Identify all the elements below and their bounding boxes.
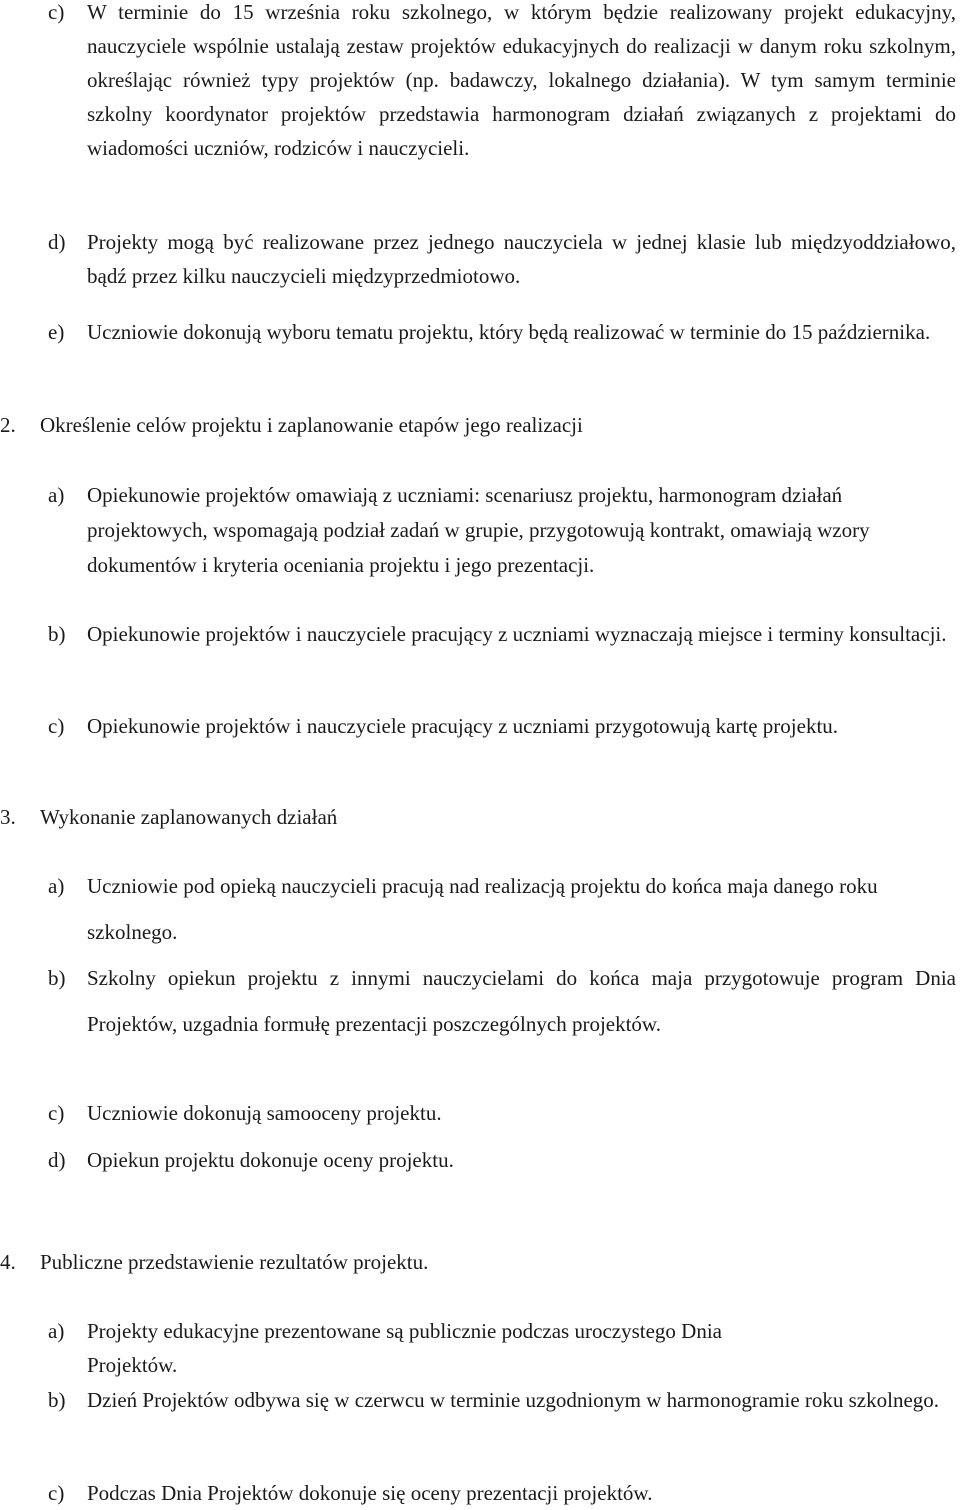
list-item-2b (48, 617, 956, 652)
list-marker: b) (48, 966, 66, 990)
list-item-text: Dzień Projektów odbywa się w czerwcu w terminie uzgodnionym w harmonogramie roku szkolnego. (87, 1388, 940, 1412)
section-number: 3. (0, 805, 16, 829)
list-marker: c) (48, 1101, 65, 1125)
list-item-text: Opiekunowie projektów i nauczyciele pracujący z uczniami wyznaczają miejsce i terminy konsultacji. (87, 622, 947, 646)
list-marker: c) (48, 714, 65, 738)
list-item-1c (48, 0, 956, 165)
section-title: Określenie celów projektu i zaplanowanie etapów jego realizacji (40, 413, 583, 437)
section-number: 2. (0, 413, 16, 437)
list-marker: e) (48, 320, 65, 344)
section-heading-4 (0, 1245, 940, 1279)
list-item-text: Uczniowie pod opieką nauczycieli pracują nad realizacją projektu do końca maja danego roku szkolnego. (87, 874, 878, 944)
list-item-text: Uczniowie dokonują wyboru tematu projektu, który będą realizować w terminie do 15 października. (87, 320, 931, 344)
list-item-text: Opiekun projektu dokonuje oceny projektu. (87, 1148, 454, 1172)
list-item-text: Podczas Dnia Projektów dokonuje się oceny prezentacji projektów. (87, 1481, 653, 1505)
list-item-text: Projekty mogą być realizowane przez jednego nauczyciela w jednej klasie lub międzyoddziałowo, bądź przez kilku nauczycieli międzyprzedmiotowo. (87, 230, 956, 288)
list-item-2a (48, 478, 948, 583)
list-item-text: Szkolny opiekun projektu z innymi nauczycielami do końca maja przygotowuje program Dnia Projektów, uzgadnia formułę prezentacji poszczególnych projektów. (87, 966, 956, 1036)
list-item-4c (48, 1476, 956, 1510)
list-marker: d) (48, 230, 66, 254)
section-heading-3 (0, 800, 940, 834)
section-heading-2 (0, 408, 940, 442)
list-item-3a (48, 863, 948, 955)
list-item-text: Opiekunowie projektów i nauczyciele pracujący z uczniami przygotowują kartę projektu. (87, 714, 839, 738)
list-marker: c) (48, 0, 65, 24)
list-item-text: Opiekunowie projektów omawiają z uczniami: scenariusz projektu, harmonogram działań projektowych, wspomagają podział zadań w grupie, przygotowują kontrakt, omawiają wzory dokumentów i kryteria oceniania projektu i jego prezentacji. (87, 483, 870, 577)
list-item-2c (48, 709, 956, 744)
section-title: Wykonanie zaplanowanych działań (40, 805, 338, 829)
list-item-text: W terminie do 15 września roku szkolnego, w którym będzie realizowany projekt edukacyjny, nauczyciele wspólnie ustalają zestaw projektów edukacyjnych do realizacji w danym roku szkolnym, określając również typy projektów (np. badawczy, lokalnego działania). W tym samym terminie szkolny koordynator projektów przedstawia harmonogram działań związanych z projektami do wiadomości uczniów, rodziców i nauczycieli. (87, 0, 956, 160)
list-item-4a (48, 1314, 808, 1382)
list-marker: a) (48, 874, 65, 898)
list-marker: c) (48, 1481, 65, 1505)
list-item-text: Projekty edukacyjne prezentowane są publicznie podczas uroczystego Dnia Projektów. (87, 1319, 723, 1377)
list-marker: a) (48, 483, 65, 507)
list-item-3c (48, 1096, 956, 1130)
list-item-3b (48, 955, 956, 1047)
list-marker: d) (48, 1148, 66, 1172)
list-marker: b) (48, 1388, 66, 1412)
list-marker: b) (48, 622, 66, 646)
list-item-4b (48, 1383, 956, 1417)
list-item-1d (48, 225, 956, 293)
section-title: Publiczne przedstawienie rezultatów projektu. (40, 1250, 429, 1274)
list-item-3d (48, 1143, 956, 1177)
list-item-1e (48, 315, 956, 349)
list-item-text: Uczniowie dokonują samooceny projektu. (87, 1101, 442, 1125)
list-marker: a) (48, 1319, 65, 1343)
section-number: 4. (0, 1250, 16, 1274)
